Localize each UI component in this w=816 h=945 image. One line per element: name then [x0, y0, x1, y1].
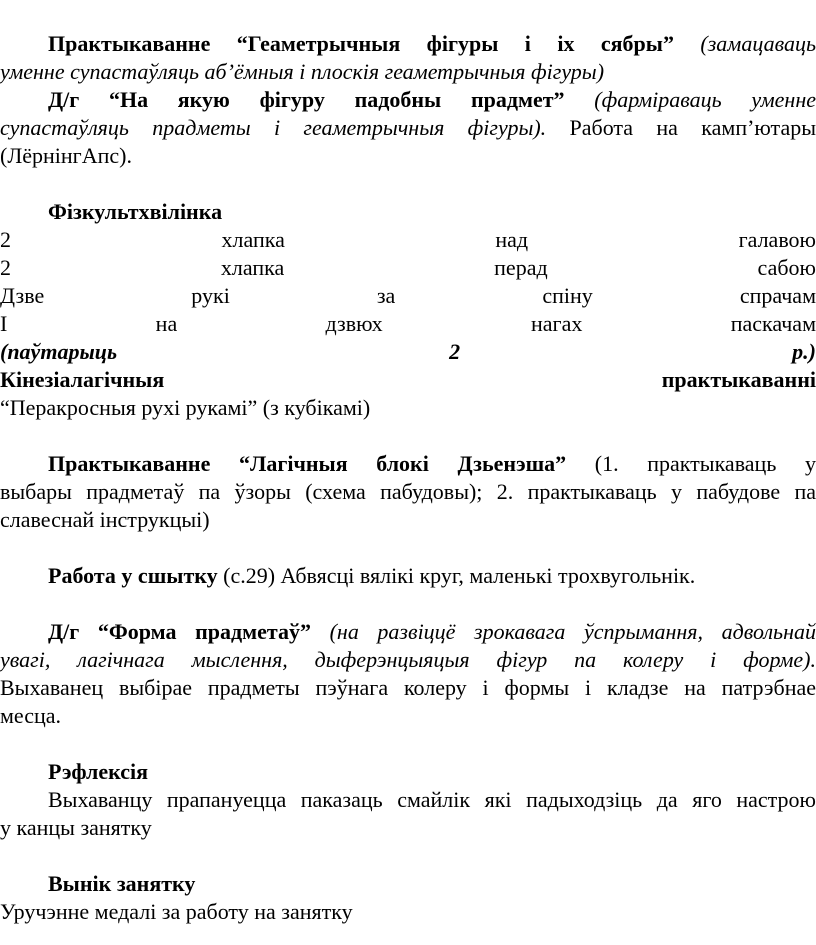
text-run: (с.29) Абвясці вялікі круг, маленькі трохвугольнік. — [217, 563, 696, 588]
text-line — [0, 450, 816, 478]
text-run: 2 хлапка перад сабою — [0, 255, 816, 280]
text-run: “Перакросныя рухі рукамі” (з кубікамі) — [0, 395, 371, 420]
text-run: Д/г “Форма прадметаў” — [48, 619, 311, 644]
text-run: у канцы занятку — [0, 815, 152, 840]
text-line — [0, 702, 816, 730]
text-line — [0, 870, 816, 898]
text-run: Дзве рукі за спіну спрачам — [0, 283, 816, 308]
text-line — [0, 254, 816, 282]
text-run: увагі, лагічнага мыслення, дыферэнцыяцыя фігур па колеру і форме). — [0, 647, 816, 672]
text-run: (замацаваць — [673, 31, 816, 56]
blank-line — [0, 170, 816, 198]
blank-line — [0, 534, 816, 562]
text-line — [0, 198, 816, 226]
text-line — [0, 226, 816, 254]
text-run: уменне супастаўляць аб’ёмныя і плоскія геаметрычныя фігуры) — [0, 59, 605, 84]
text-line — [0, 30, 816, 58]
text-run: Фізкультхвілінка — [48, 199, 223, 224]
text-line — [0, 282, 816, 310]
text-run: Вынік занятку — [48, 871, 196, 896]
text-line — [0, 86, 816, 114]
text-run: (ЛёрнінгАпс). — [0, 143, 132, 168]
text-run: (фарміраваць уменне — [564, 87, 816, 112]
text-line — [0, 814, 816, 842]
blank-line — [0, 422, 816, 450]
document-page — [0, 30, 816, 926]
text-line — [0, 758, 816, 786]
text-run: Работа у сшытку — [48, 563, 218, 588]
text-run: Практыкаванне “Лагічныя блокі Дзьенэша” — [48, 451, 567, 476]
didactic-game-form-paragraph — [0, 618, 816, 730]
blank-line — [0, 842, 816, 870]
text-line — [0, 366, 816, 394]
text-run: месца. — [0, 703, 62, 728]
text-run: Д/г “На якую фігуру падобны прадмет” — [48, 87, 565, 112]
text-line — [0, 142, 816, 170]
lesson-result-text-paragraph — [0, 898, 816, 926]
text-run: І на дзвюх нагах паскачам — [0, 311, 816, 336]
text-run: (1. практыкаваць у — [566, 451, 816, 476]
poem-line-paragraph — [0, 226, 816, 422]
text-run: Кінезіалагічныя практыкаванні — [0, 367, 816, 392]
geometry-exercise-paragraph — [0, 30, 816, 86]
text-line — [0, 786, 816, 814]
text-run: Работа на камп’ютары — [546, 115, 816, 140]
text-line — [0, 618, 816, 646]
blank-line — [0, 730, 816, 758]
physical-minute-paragraph — [0, 198, 816, 226]
blank-line — [0, 590, 816, 618]
text-line — [0, 310, 816, 338]
notebook-work-paragraph — [0, 562, 816, 590]
lesson-result-paragraph — [0, 870, 816, 898]
text-line — [0, 898, 816, 926]
text-run: (на развіццё зрокавага ўспрымання, адвольнай — [310, 619, 816, 644]
text-line — [0, 478, 816, 506]
dienes-blocks-exercise-paragraph — [0, 450, 816, 534]
text-run: Выхаванцу прапануецца паказаць смайлік які падыходзіць да яго настрою — [48, 787, 816, 812]
text-line — [0, 58, 816, 86]
text-run: 2 хлапка над галавою — [0, 227, 816, 252]
text-line — [0, 674, 816, 702]
text-run: Уручэнне медалі за работу на занятку — [0, 899, 353, 924]
text-run: (паўтарыць 2 р.) — [0, 339, 816, 364]
text-line — [0, 562, 816, 590]
text-run: Практыкаванне “Геаметрычныя фігуры і іх сябры” — [48, 31, 674, 56]
text-run: Рэфлексія — [48, 759, 149, 784]
text-run: Выхаванец выбірае прадметы пэўнага колеру і формы і кладзе на патрэбнае — [0, 675, 816, 700]
text-line — [0, 646, 816, 674]
reflection-text-paragraph — [0, 786, 816, 842]
text-line — [0, 506, 816, 534]
text-run: супастаўляць прадметы і геаметрычныя фігуры). — [0, 115, 547, 140]
text-run: выбары прадметаў па ўзоры (схема пабудовы); 2. практыкаваць у пабудове па — [0, 479, 816, 504]
text-line — [0, 114, 816, 142]
text-run: славеснай інструкцыі) — [0, 507, 210, 532]
didactic-game-shape-paragraph — [0, 86, 816, 170]
reflection-paragraph — [0, 758, 816, 786]
text-line — [0, 338, 816, 366]
text-line — [0, 394, 816, 422]
